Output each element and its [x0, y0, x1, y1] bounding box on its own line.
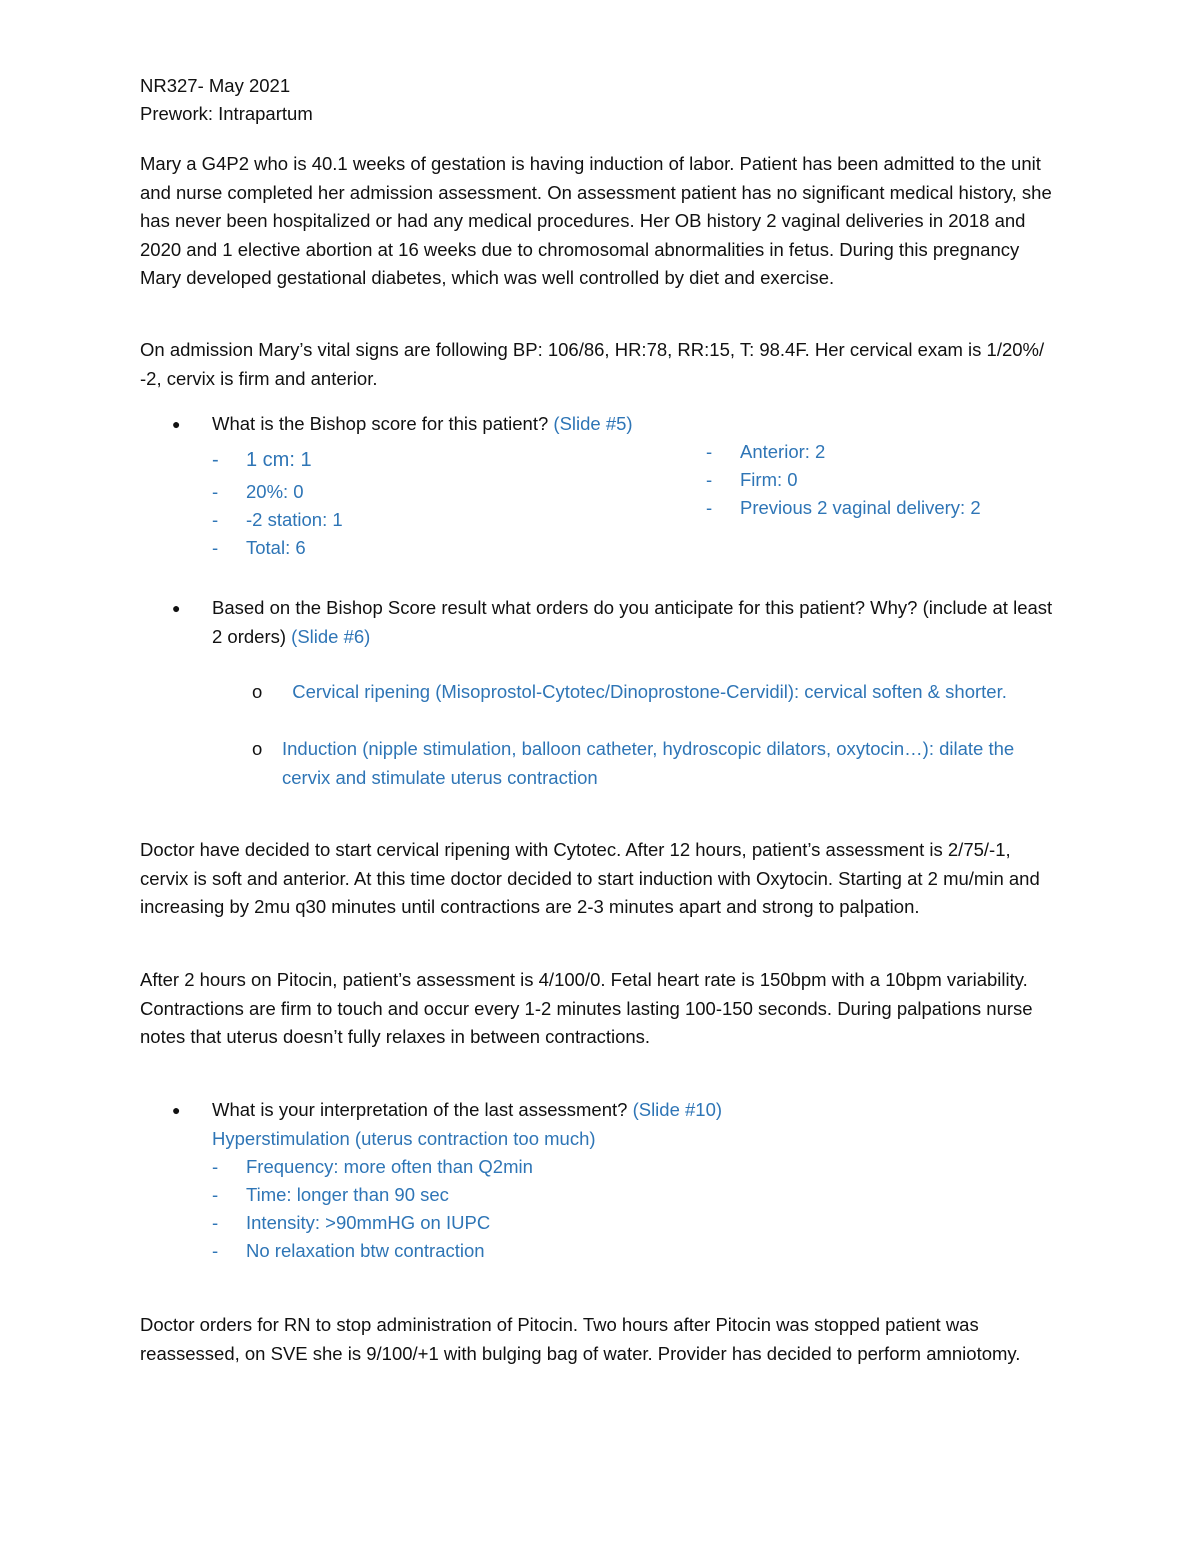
bishop-item: - 1 cm: 1 [212, 449, 312, 471]
question-2 [140, 594, 1060, 654]
question-1-slide: (Slide #5) [553, 413, 633, 434]
question-3-text [212, 1096, 1060, 1153]
bishop-item: - Previous 2 vaginal delivery: 2 [706, 497, 981, 518]
bishop-item: - Firm: 0 [706, 469, 798, 490]
hyperstim-item: - Frequency: more often than Q2min [212, 1156, 533, 1177]
question-2-slide: (Slide #6) [291, 625, 371, 647]
hyperstim-item: - Intensity: >90mmHG on IUPC [212, 1212, 491, 1233]
pitocin-paragraph: After 2 hours on Pitocin, patient’s assessment is 4/100/0. Fetal heart rate is 150bpm with a 10bpm variability. Contractions are firm to touch and occur every 1-2 minutes lasting 100-150 seconds. During palpations nurse notes that uterus doesn’t fully relaxes in between contractions. [140, 969, 1033, 1047]
question-3 [140, 1096, 1060, 1156]
bishop-item: - -2 station: 1 [212, 509, 343, 530]
question-3-label: What is your interpretation of the last assessment? [212, 1099, 633, 1120]
document-title: Prework: Intrapartum [140, 103, 313, 124]
question-1-label: What is the Bishop score for this patient? [212, 413, 554, 434]
question-3-answer-heading: Hyperstimulation (uterus contraction too much) [212, 1127, 596, 1149]
course-header: NR327- May 2021 [140, 75, 291, 96]
circle-bullet-icon: o [252, 681, 263, 702]
cytotec-paragraph: Doctor have decided to start cervical ripening with Cytotec. After 12 hours, patient’s assessment is 2/75/-1, cervix is soft and anterior. At this time doctor decided to start induction with Oxytocin. Starting at 2 mu/min and increasing by 2mu q30 minutes until contractions are 2-3 minutes apart and strong to palpation. [140, 839, 1040, 917]
admission-paragraph: On admission Mary’s vital signs are following BP: 106/86, HR:78, RR:15, T: 98.4F. Her cervical exam is 1/20%/ -2, cervix is firm and anterior. [140, 339, 1045, 389]
intro-paragraph: Mary a G4P2 who is 40.1 weeks of gestation is having induction of labor. Patient has been admitted to the unit and nurse completed her admission assessment. On assessment patient has no significant medical history, she has never been hospitalized or had any medical procedures. Her OB history 2 vaginal deliveries in 2018 and 2020 and 1 elective abortion at 16 weeks due to chromosomal abnormalities in fetus. During this pregnancy Mary developed gestational diabetes, which was well controlled by diet and exercise. [140, 153, 1052, 288]
bullet-icon: ● [172, 416, 181, 432]
bishop-item: - Total: 6 [212, 537, 306, 558]
hyperstim-item: - Time: longer than 90 sec [212, 1184, 449, 1205]
circle-bullet-icon: o [252, 738, 263, 759]
bullet-icon: ● [172, 600, 181, 616]
final-paragraph: Doctor orders for RN to stop administration of Pitocin. Two hours after Pitocin was stopped patient was reassessed, on SVE she is 9/100/+1 with bulging bag of water. Provider has decided to perform amniotomy. [140, 1314, 1021, 1364]
question-1-text [212, 410, 1060, 439]
question-2-label: Based on the Bishop Score result what orders do you anticipate for this patient? Why? (include at least 2 orders) [212, 597, 1053, 647]
question-2-text [212, 594, 1060, 651]
bullet-icon: ● [172, 1102, 181, 1118]
hyperstim-item: - No relaxation btw contraction [212, 1240, 485, 1261]
bishop-item: - 20%: 0 [212, 481, 304, 502]
document-page: NR327- May 2021 Prework: Intrapartum Mary a G4P2 who is 40.1 weeks of gestation is having induction of labor. Patient has been admitted to the unit and nurse completed her admission assessment. On assessment patient has no significant medical history, she has never been hospitalized or had any medical procedures. Her OB history 2 vaginal deliveries in 2018 and 2020 and 1 elective abortion at 16 weeks due to chromosomal abnormalities in fetus. During this pregnancy Mary developed gestational diabetes, which was well controlled by diet and exercise. On admission Mary’s vital signs are following BP: 106/86, HR:78, RR:15, T: 98.4F. Her cervical exam is 1/20%/ -2, cervix is firm and anterior. ● What is the Bishop score for this patient? (Slide #5) - 1 cm: 1 - 20%: 0 - -2 station: 1 - Total: 6 - Anterior: 2 - Firm: 0 - Previous 2 vaginal delivery: 2 ● Based on the Bishop Score result what orders do you anticipate for this patient? Why? (include at least 2 orders) (Slide #6) o Cervical ripening (Misoprostol-Cytotec/Dinoprostone-Cervidil): cervical soften & shorter. o Induction (nipple stimulation, balloon catheter, hydroscopic dilators, oxytocin…): dilate the cervix and stimulate uterus contraction Doctor have decided to start cervical ripening with Cytotec. After 12 hours, patient’s assessment is 2/75/-1, cervix is soft and anterior. At this time doctor decided to start induction with Oxytocin. Starting at 2 mu/min and increasing by 2mu q30 minutes until contractions are 2-3 minutes apart and strong to palpation. After 2 hours on Pitocin, patient’s assessment is 4/100/0. Fetal heart rate is 150bpm with a 10bpm variability. Contractions are firm to touch and occur every 1-2 minutes lasting 100-150 seconds. During palpations nurse notes that uterus doesn’t fully relaxes in between contractions. ● What is your interpretation of the last assessment? (Slide #10) Hyperstimulation (uterus contraction too much) - Frequency: more often than Q2min - Time: longer than 90 sec - Intensity: >90mmHG on IUPC - No relaxation btw contraction Doctor orders for RN to stop administration of Pitocin. Two hours after Pitocin was stopped patient was reassessed, on SVE she is 9/100/+1 with bulging bag of water. Provider has decided to perform amniotomy. [0, 0, 1200, 1553]
bishop-item: - Anterior: 2 [706, 441, 826, 462]
question-3-slide: (Slide #10) [632, 1099, 723, 1120]
